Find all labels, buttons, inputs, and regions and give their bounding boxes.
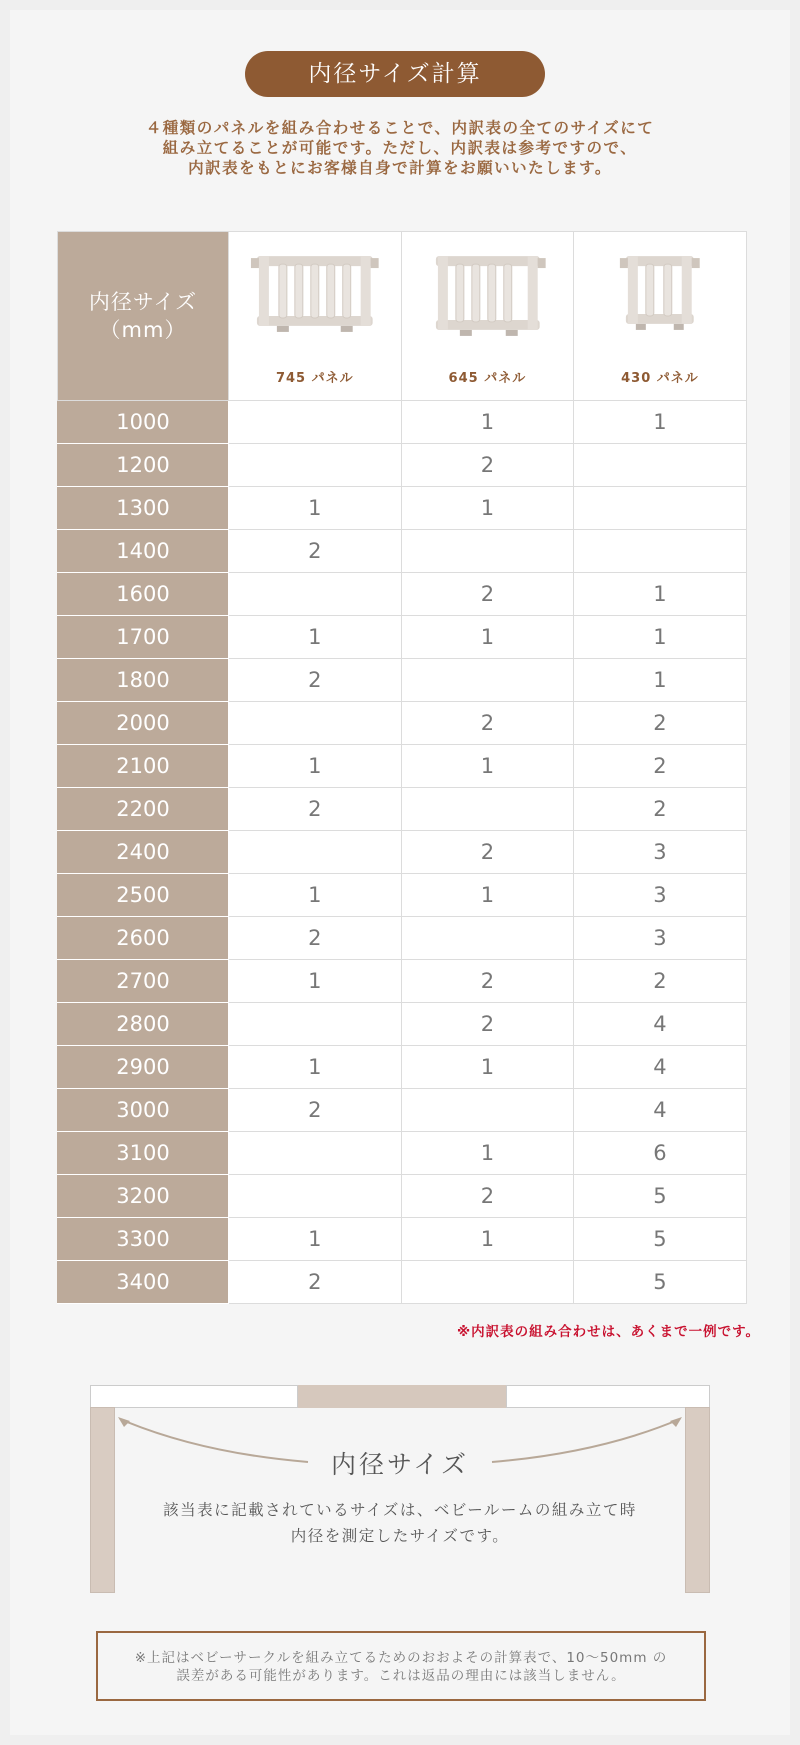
panel-645-count: 1 [401,401,574,444]
page [10,10,790,1735]
panel-645-count: 1 [401,1046,574,1089]
panel-745-count: 2 [229,530,402,573]
table-row [58,1003,747,1046]
description-line: 内径を測定したサイズです。 [290,1527,510,1545]
panel-430-count: 1 [574,401,747,444]
panel-645-count [401,1261,574,1304]
panel-745-image [229,246,401,346]
table-row [58,874,747,917]
size-cell: 1300 [58,487,229,530]
panel-745-caption: 745 パネル [275,371,354,386]
panel-745-count: 2 [229,917,402,960]
panel-745-count [229,831,402,874]
panel-645-count [401,788,574,831]
disclaimer-line: 誤差がある可能性があります。これは返品の理由には該当しません。 [176,1668,626,1684]
panel-645-caption: 645 パネル [448,371,527,386]
panel-745-header [229,232,402,401]
table-row [58,702,747,745]
table-row [58,444,747,487]
table-row [58,616,747,659]
description-line: 該当表に記載されているサイズは、ベビールームの組み立て時 [163,1501,637,1519]
panel-430-count: 1 [574,573,747,616]
panel-745-count [229,1003,402,1046]
panel-645-count: 1 [401,1218,574,1261]
intro-line: 組み立てることが可能です。ただし、内訳表は参考ですので、 [162,139,638,157]
size-cell: 2100 [58,745,229,788]
panel-430-count: 3 [574,874,747,917]
size-cell: 1400 [58,530,229,573]
panel-745-count: 1 [229,745,402,788]
table-row [58,1218,747,1261]
panel-745-count: 1 [229,616,402,659]
page-title: 内径サイズ計算 [245,51,545,97]
disclaimer-line: ※上記はベビーサークルを組み立てるためのおおよその計算表で、10〜50mm の [134,1650,668,1666]
size-cell: 1700 [58,616,229,659]
table-row [58,1261,747,1304]
inner-size-description [90,1497,710,1549]
panel-645-count [401,659,574,702]
table-row [58,401,747,444]
panel-430-count: 3 [574,831,747,874]
panel-430-count: 2 [574,960,747,1003]
panel-745-count [229,573,402,616]
size-cell: 2800 [58,1003,229,1046]
panel-430-count: 5 [574,1218,747,1261]
size-cell: 2600 [58,917,229,960]
table-row [58,659,747,702]
panel-745-count [229,1132,402,1175]
panel-645-count: 1 [401,1132,574,1175]
size-cell: 2000 [58,702,229,745]
panel-645-count: 2 [401,444,574,487]
size-cell: 3100 [58,1132,229,1175]
panel-645-count: 1 [401,487,574,530]
panel-645-count: 1 [401,616,574,659]
size-column-header [58,232,229,401]
size-cell: 2700 [58,960,229,1003]
panel-645-count: 2 [401,702,574,745]
size-cell: 1200 [58,444,229,487]
panel-745-count [229,702,402,745]
panel-430-count [574,530,747,573]
size-header-line1: 内径サイズ [88,290,198,314]
panel-745-count: 2 [229,1089,402,1132]
panel-745-count: 1 [229,960,402,1003]
table-row [58,530,747,573]
size-cell: 3000 [58,1089,229,1132]
panel-430-count: 2 [574,745,747,788]
table-row [58,1132,747,1175]
panel-430-count: 3 [574,917,747,960]
size-cell: 3300 [58,1218,229,1261]
panel-745-count [229,444,402,487]
panel-745-count: 1 [229,1046,402,1089]
panel-430-count: 5 [574,1261,747,1304]
table-row [58,487,747,530]
panel-745-count: 2 [229,1261,402,1304]
size-cell: 2200 [58,788,229,831]
size-cell: 1000 [58,401,229,444]
inner-size-diagram [90,1377,710,1597]
table-header-row [58,232,747,401]
panel-430-header [574,232,747,401]
size-cell: 3400 [58,1261,229,1304]
panel-430-count [574,444,747,487]
panel-645-header [401,232,574,401]
panel-745-count: 1 [229,874,402,917]
disclaimer-box [96,1631,706,1701]
panel-430-count: 2 [574,702,747,745]
panel-645-count: 2 [401,573,574,616]
size-cell: 1800 [58,659,229,702]
inner-size-label: 内径サイズ [330,1450,469,1479]
panel-430-count: 4 [574,1003,747,1046]
panel-430-count: 4 [574,1089,747,1132]
intro-text [50,118,750,178]
example-note: ※内訳表の組み合わせは、あくまで一例です。 [456,1324,760,1340]
table-row [58,1046,747,1089]
panel-645-count [401,530,574,573]
table-row [58,745,747,788]
table-row [58,1089,747,1132]
panel-745-count: 2 [229,788,402,831]
panel-645-count: 2 [401,831,574,874]
panel-745-count [229,1175,402,1218]
panel-745-count: 1 [229,1218,402,1261]
panel-745-count [229,401,402,444]
panel-430-count [574,487,747,530]
table-row [58,831,747,874]
size-cell: 2400 [58,831,229,874]
panel-645-count: 2 [401,1175,574,1218]
size-header-line2: （mm） [99,318,187,342]
panel-645-count: 2 [401,1003,574,1046]
panel-745-count: 1 [229,487,402,530]
intro-line: 内訳表をもとにお客様自身で計算をお願いいたします。 [188,159,612,177]
panel-430-count: 6 [574,1132,747,1175]
panel-645-count [401,917,574,960]
panel-645-image [402,246,574,346]
panel-430-count: 1 [574,616,747,659]
panel-645-count: 2 [401,960,574,1003]
table-row [58,573,747,616]
table-row [58,960,747,1003]
table-row [58,788,747,831]
panel-430-count: 1 [574,659,747,702]
panel-745-count: 2 [229,659,402,702]
panel-645-count [401,1089,574,1132]
panel-430-caption: 430 パネル [621,371,699,386]
table-row [58,1175,747,1218]
panel-430-image [574,246,746,346]
panel-430-count: 5 [574,1175,747,1218]
table-row [58,917,747,960]
panel-645-count: 1 [401,745,574,788]
panel-430-count: 4 [574,1046,747,1089]
size-cell: 2500 [58,874,229,917]
size-table [57,231,747,1304]
panel-430-count: 2 [574,788,747,831]
size-cell: 1600 [58,573,229,616]
panel-645-count: 1 [401,874,574,917]
intro-line: ４種類のパネルを組み合わせることで、内訳表の全てのサイズにて [145,119,655,137]
size-cell: 3200 [58,1175,229,1218]
size-cell: 2900 [58,1046,229,1089]
